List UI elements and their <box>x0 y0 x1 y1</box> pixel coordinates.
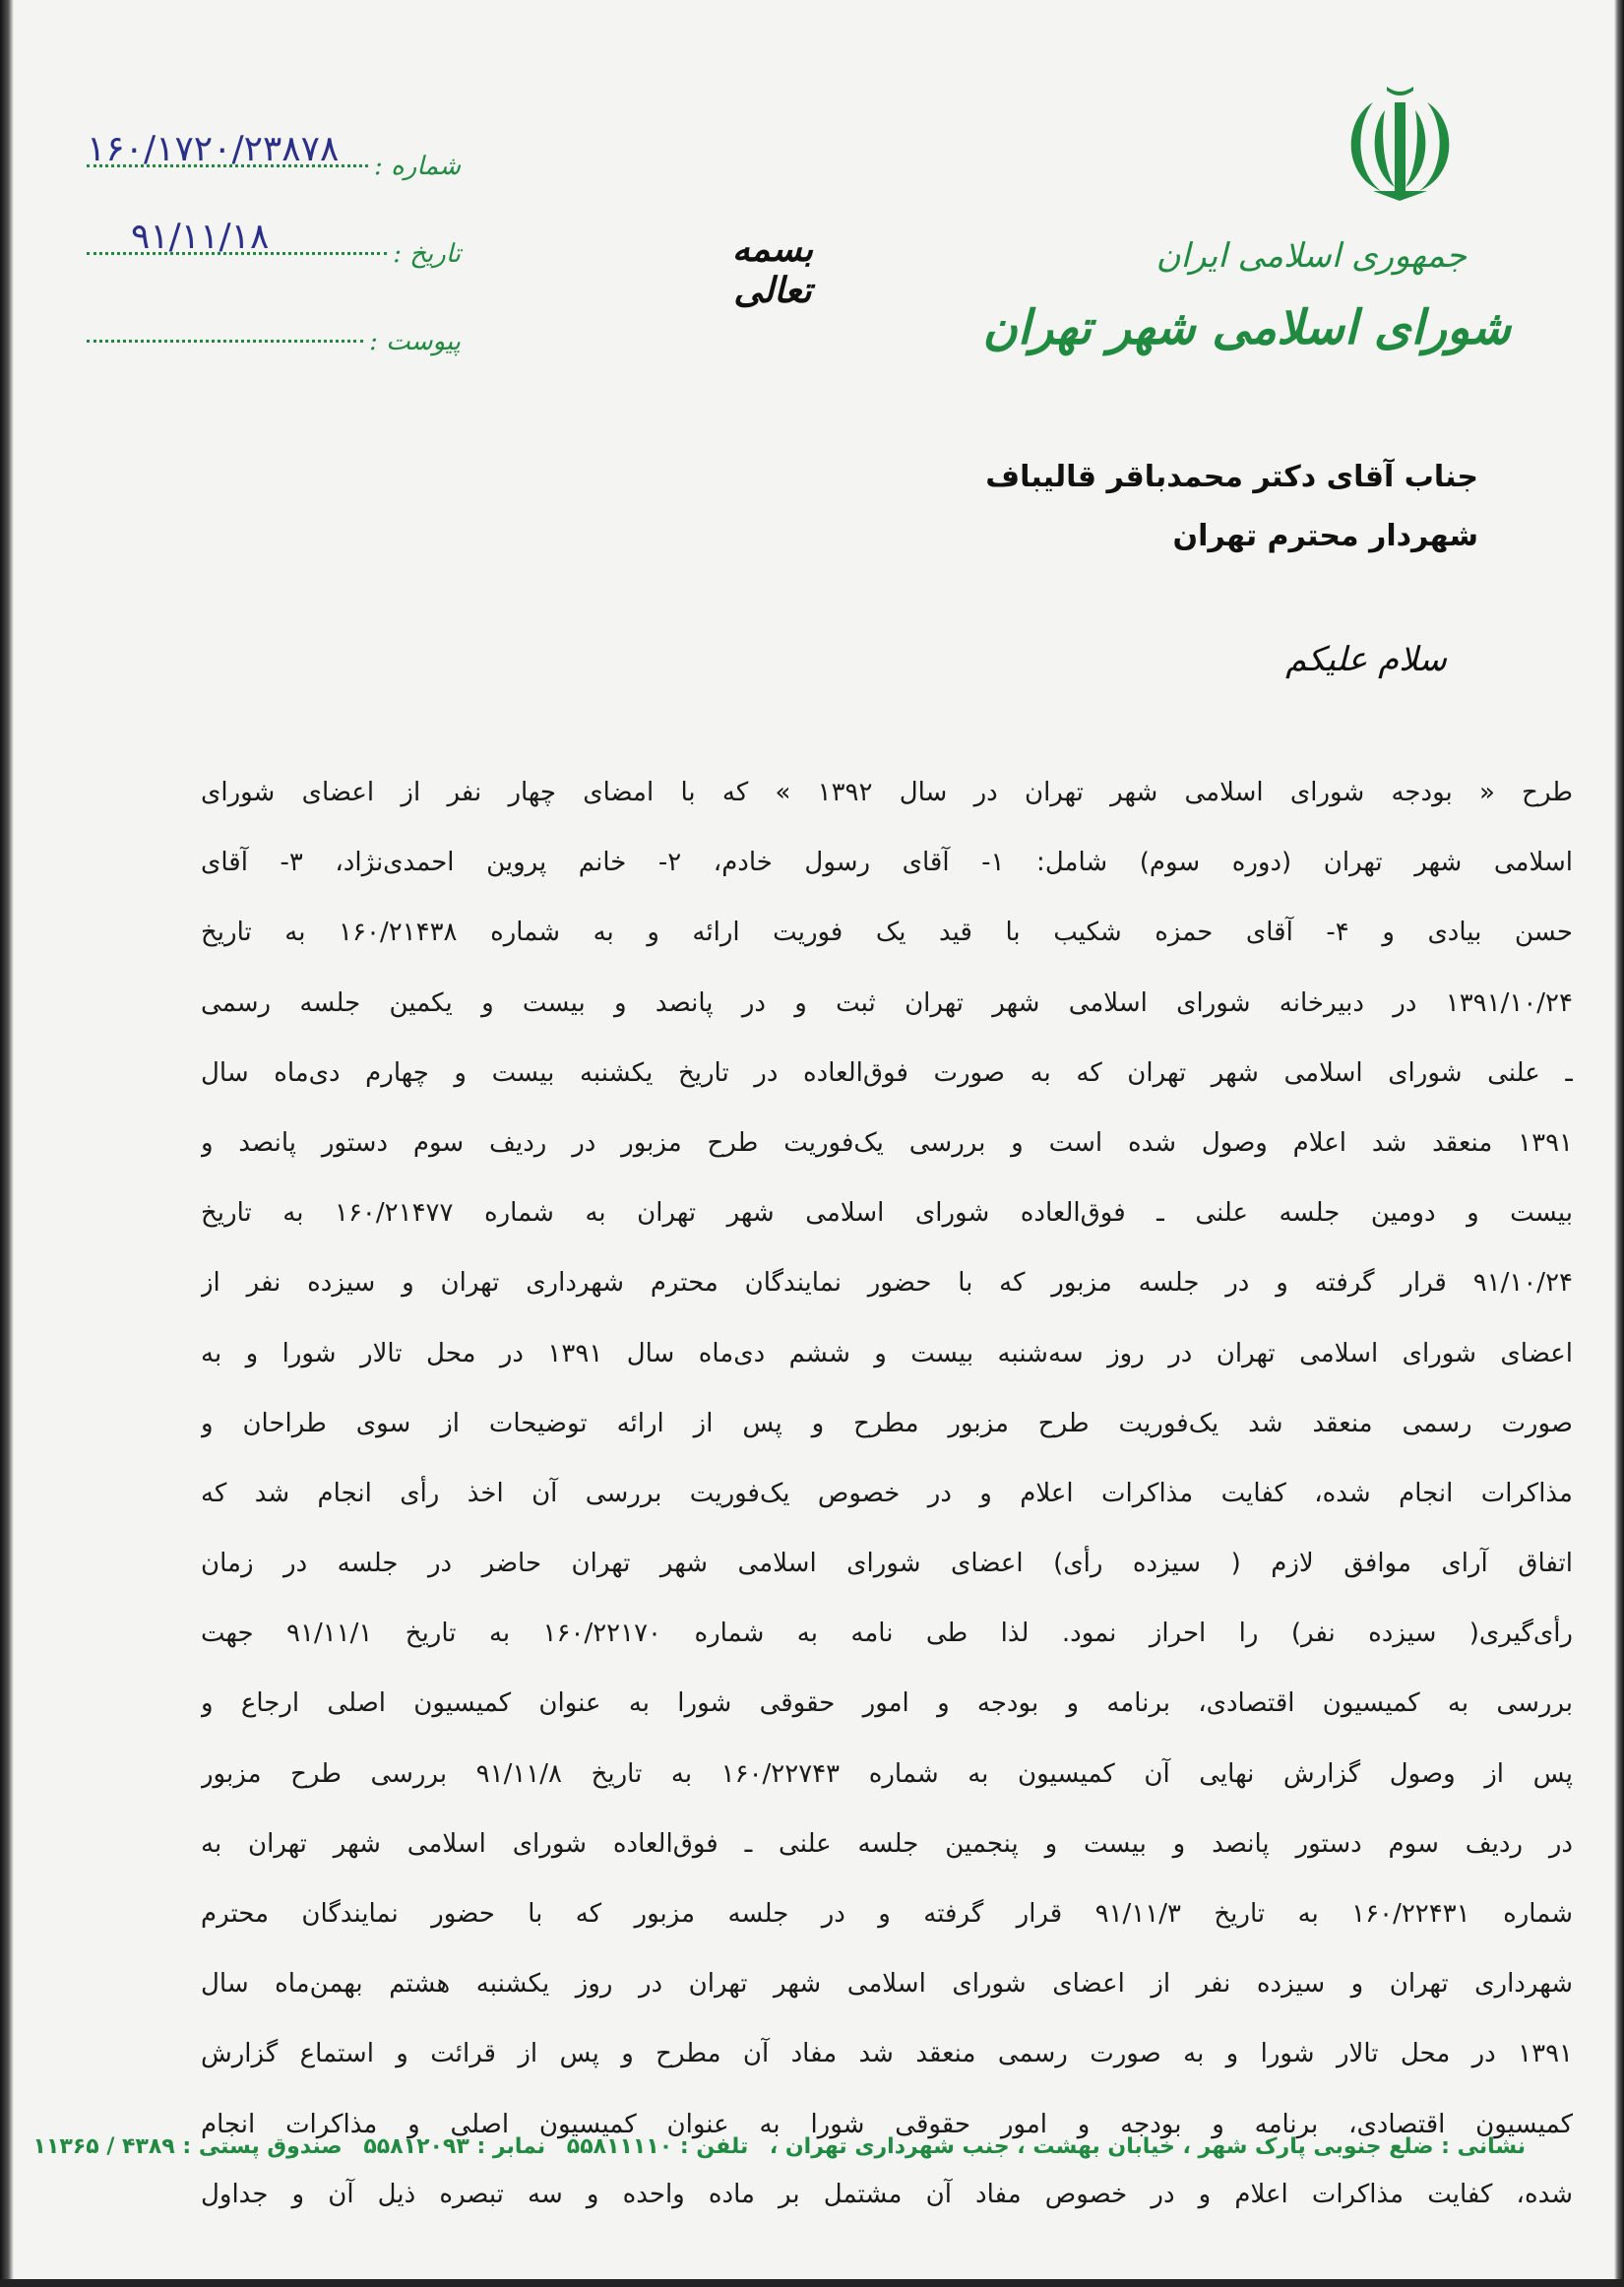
body-line: ۹۱/۱۰/۲۴ قرار گرفته و در جلسه مزبور که با حضور نمایندگان محترم شهرداری تهران و سیزده نفر از <box>201 1268 1573 1299</box>
body-line: ۱۳۹۱/۱۰/۲۴ در دبیرخانه شورای اسلامی شهر تهران ثبت و در پانصد و بیست و یکمین جلسه رسمی <box>201 987 1573 1018</box>
salutation: سلام علیکم <box>1285 640 1447 679</box>
body-line: اسلامی شهر تهران (دوره سوم) شامل: ۱- آقای رسول خادم، ۲- خانم پروین احمدی‌نژاد، ۳- آقای <box>201 848 1573 878</box>
attachment-field <box>87 269 461 356</box>
footer-fax: نمابر : ۵۵۸۱۲۰۹۳ <box>363 2134 546 2159</box>
date-field <box>87 181 461 269</box>
body-line: صورت رسمی منعقد شد یک‌فوریت طرح مزبور مطرح و پس از ارائه توضیحات از سوی طراحان و <box>201 1408 1573 1438</box>
footer-contact <box>32 2134 1526 2159</box>
recipient-block <box>985 448 1478 566</box>
org-name-council: شورای اسلامی شهر تهران <box>982 300 1511 355</box>
date-value: ۹۱/۱۱/۱۸ <box>131 217 270 257</box>
letter-reference-fields <box>87 94 461 356</box>
dotted-line <box>87 340 363 343</box>
recipient-name: جناب آقای دکتر محمدباقر قالیباف <box>985 460 1478 494</box>
body-line: کمیسیون اقتصادی، برنامه و بودجه و امور حقوقی شورا به عنوان کمیسیون اصلی و مذاکرات انجام <box>201 2109 1573 2139</box>
body-line: بیست و دومین جلسه علنی ـ فوق‌العاده شورای اسلامی شهر تهران به شماره ۱۶۰/۲۱۴۷۷ به تاریخ <box>201 1198 1573 1229</box>
body-line: ۱۳۹۱ منعقد شد اعلام وصول شده است و بررسی یک‌فوریت طرح مزبور در ردیف سوم دستور پانصد و <box>201 1127 1573 1158</box>
body-line: مذاکرات انجام شده، کفایت مذاکرات اعلام و در خصوص یک‌فوریت بررسی آن اخذ رأی انجام شد که <box>201 1478 1573 1508</box>
footer-phone: تلفن : ۵۵۸۱۱۱۱۰ <box>566 2134 749 2159</box>
body-line: ۱۳۹۱ در محل تالار شورا و به صورت رسمی منعقد شد مفاد آن مطرح و پس از قرائت و استماع گزارش <box>201 2039 1573 2069</box>
number-value: ۱۶۰/۱۷۲۰/۲۳۸۷۸ <box>87 129 340 169</box>
body-line: حسن بیادی و ۴- آقای حمزه شکیب با قید یک فوریت ارائه و به شماره ۱۶۰/۲۱۴۳۸ به تاریخ <box>201 918 1573 948</box>
body-line: بررسی به کمیسیون اقتصادی، برنامه و بودجه و امور حقوقی شورا به عنوان کمیسیون اصلی ارجاع و <box>201 1688 1573 1719</box>
body-line: شماره ۱۶۰/۲۲۴۳۱ به تاریخ ۹۱/۱۱/۳ قرار گرفته و در جلسه مزبور که با حضور نمایندگان محترم <box>201 1899 1573 1929</box>
org-name-country: جمهوری اسلامی ایران <box>1156 236 1467 276</box>
body-line: پس از وصول گزارش نهایی آن کمیسیون به شماره ۱۶۰/۲۲۷۴۳ به تاریخ ۹۱/۱۱/۸ بررسی طرح مزبور <box>201 1758 1573 1789</box>
letter-body <box>201 758 1573 2230</box>
body-line: ـ علنی شورای اسلامی شهر تهران که به صورت فوق‌العاده در تاریخ یکشنبه بیست و چهارم دی‌ماه سال <box>201 1057 1573 1088</box>
recipient-title: شهردار محترم تهران <box>1172 519 1478 553</box>
body-line: رأی‌گیری( سیزده نفر) را احراز نمود. لذا طی نامه به شماره ۱۶۰/۲۲۱۷۰ به تاریخ ۹۱/۱۱/۱ جهت <box>201 1619 1573 1649</box>
body-line: شهرداری تهران و سیزده نفر از اعضای شورای اسلامی شهر تهران در روز یکشنبه هشتم بهمن‌ماه سال <box>201 1969 1573 2000</box>
scan-edge-right <box>1614 0 1624 2287</box>
date-label: تاریخ : <box>393 239 461 269</box>
body-line: اعضای شورای اسلامی تهران در روز سه‌شنبه بیست و ششم دی‌ماه سال ۱۳۹۱ در محل تالار شورا و به <box>201 1338 1573 1368</box>
footer-address: نشانی : ضلع جنوبی پارک شهر ، خیابان بهشت ، جنب شهرداری تهران ، <box>769 2134 1526 2159</box>
body-line: شده، کفایت مذاکرات اعلام و در خصوص مفاد آن مشتمل بر ماده واحده و سه تبصره ذیل آن و جداول <box>201 2179 1573 2209</box>
invocation: بسمه تعالی <box>731 228 814 311</box>
iran-emblem-icon <box>1334 81 1467 209</box>
number-label: شماره : <box>374 152 461 181</box>
body-line: اتفاق آرای موافق لازم ( سیزده رأی) اعضای شورای اسلامی شهر تهران حاضر در جلسه در زمان <box>201 1549 1573 1579</box>
scan-edge-bottom <box>0 2279 1624 2287</box>
scan-edge-left <box>0 0 14 2287</box>
body-line: طرح « بودجه شورای اسلامی شهر تهران در سال ۱۳۹۲ » که با امضای چهار نفر از اعضای شورای <box>201 778 1573 807</box>
attachment-label: پیوست : <box>369 327 461 356</box>
number-field <box>87 94 461 181</box>
footer-po-box: صندوق پستی : ۴۳۸۹ / ۱۱۳۶۵ <box>32 2134 343 2159</box>
body-line: در ردیف سوم دستور پانصد و بیست و پنجمین جلسه علنی ـ فوق‌العاده شورای اسلامی شهر تهران به <box>201 1828 1573 1859</box>
